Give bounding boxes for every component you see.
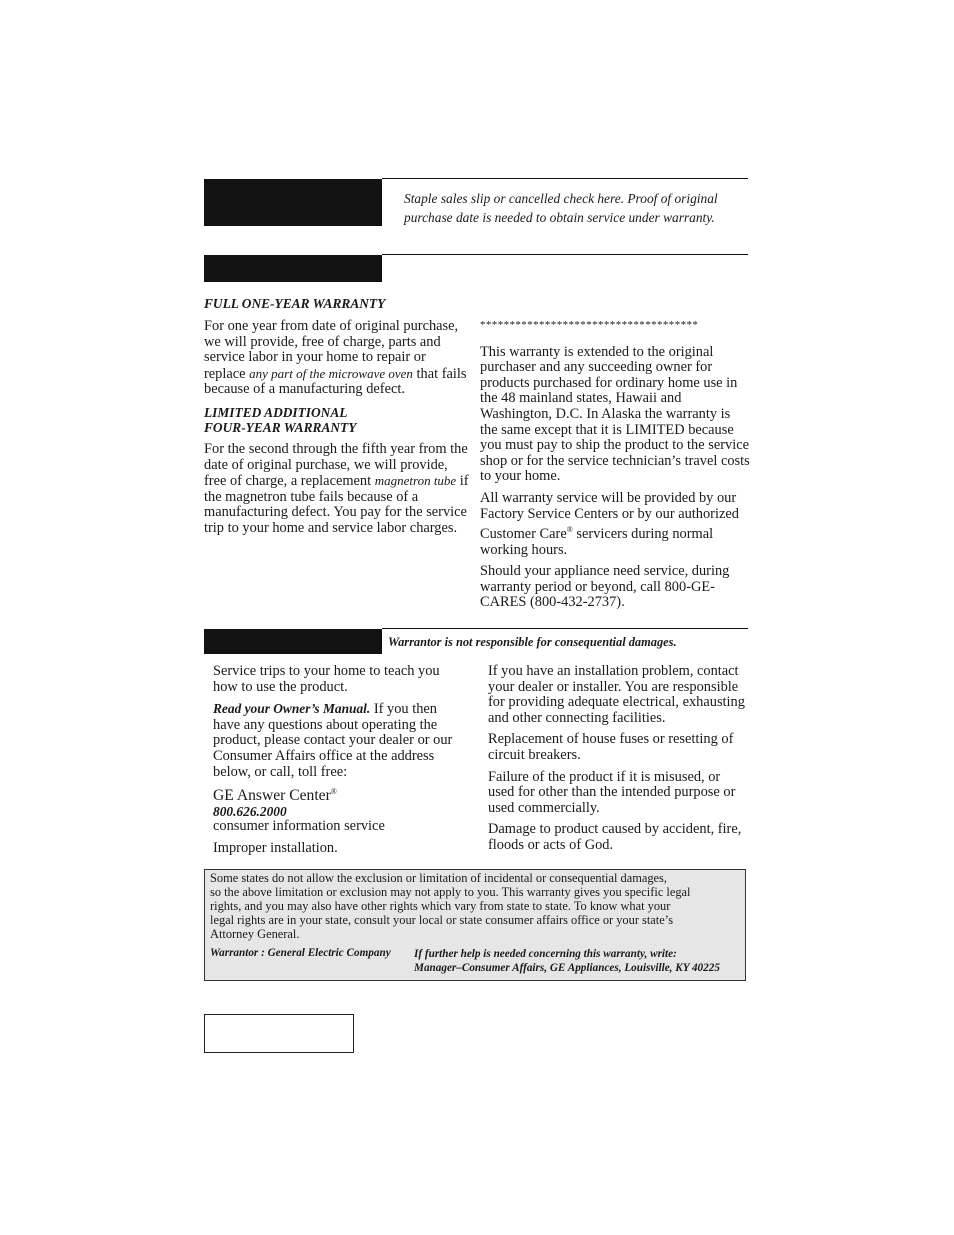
consequential-damages-note: Warrantor is not responsible for consequential damages.	[388, 635, 677, 649]
exclusions-left-column	[213, 664, 458, 863]
full-warranty-text	[204, 319, 469, 398]
stars-divider: *************************************	[480, 319, 699, 331]
limited-heading-line-2: FOUR-YEAR WARRANTY	[204, 419, 357, 435]
limited-warranty-text-b: if the magnetron tube fails because of a manufacturing defect. You pay for the service trip to your home and service labor charges.	[204, 473, 469, 536]
full-warranty-text-a: For one year from date of original purchase, we will provide, free of charge, parts and service labor in your home to repair or replace	[204, 318, 459, 382]
legal-notice-box	[204, 869, 746, 981]
warranty-service-text	[480, 491, 750, 558]
further-help-line-2: Manager–Consumer Affairs, GE Appliances, Louisville, KY 40225	[414, 962, 720, 974]
answer-center-title	[213, 783, 458, 804]
read-manual-text: If you then have any questions about operating the product, please contact your dealer or our Consumer Affairs office at the address below, or call, toll free:	[213, 701, 453, 780]
limited-warranty-text-a: For the second through the fifth year from the date of original purchase, we will provide, free of charge, a replacement	[204, 440, 468, 490]
exclusion-damage: Damage to product caused by accident, fire, floods or acts of God.	[488, 821, 742, 853]
exclusions-rule	[382, 628, 748, 629]
exclusion-misuse: Failure of the product if it is misused, or used for other than the intended purpose or used commercially.	[488, 768, 736, 816]
legal-line-5: Attorney General.	[210, 927, 300, 941]
further-help-line-1: If further help is needed concerning this warranty, write:	[414, 948, 677, 960]
staple-header-block	[204, 179, 382, 226]
service-text-b: servicers during normal working hours.	[480, 525, 714, 558]
answer-center-phone: 800.626.2000	[213, 804, 287, 820]
legal-notice-text	[210, 871, 740, 941]
answer-center-registered: ®	[330, 787, 337, 797]
warranty-right-column	[480, 318, 750, 617]
full-warranty-heading: FULL ONE-YEAR WARRANTY	[204, 296, 386, 311]
exclusion-read-manual	[213, 701, 458, 780]
limited-warranty-text	[204, 442, 469, 537]
registered-mark: ®	[566, 525, 573, 535]
warranty-header-block	[204, 255, 382, 282]
warranty-extended-text: This warranty is extended to the original purchaser and any succeeding owner for products purchased for ordinary home use in the 48 mainland states, Hawaii and Washington, D.C. In Alaska the warranty is the same except that it is LIMITED because you must pay to ship the product to the service shop or for the service technician’s travel costs to your home.	[480, 343, 750, 485]
warranty-call-text: Should your appliance need service, during warranty period or beyond, call 800-GE-CARES (800-432-2737).	[480, 563, 730, 611]
empty-label-box	[204, 1014, 354, 1053]
warranty-left-column	[204, 296, 469, 543]
top-rule	[382, 178, 748, 179]
full-warranty-text-italic: any part of the microwave oven	[249, 365, 413, 381]
staple-note-line-2: purchase date is needed to obtain service under warranty.	[404, 210, 715, 225]
answer-center-label: GE Answer Center	[213, 787, 331, 805]
full-warranty-text-b: that fails because of a manufacturing defect.	[204, 365, 467, 398]
legal-line-4: legal rights are in your state, consult your local or state consumer affairs office or your state’s	[210, 913, 674, 927]
service-text-a: All warranty service will be provided by our Factory Service Centers or by our authorized Customer Care	[480, 489, 739, 542]
limited-warranty-text-italic: magnetron tube	[374, 473, 457, 489]
warrantor-label: Warrantor : General Electric Company	[210, 947, 391, 959]
further-help-text	[414, 947, 720, 975]
answer-center-desc: consumer information service	[213, 818, 385, 835]
exclusions-right-column	[488, 664, 750, 860]
exclusion-fuses: Replacement of house fuses or resetting of circuit breakers.	[488, 731, 734, 763]
read-manual-bold: Read your Owner’s Manual.	[213, 701, 371, 717]
legal-line-2: so the above limitation or exclusion may not apply to you. This warranty gives you specific legal	[210, 885, 691, 899]
exclusion-service-trips: Service trips to your home to teach you how to use the product.	[213, 663, 440, 695]
legal-line-3: rights, and you may also have other rights which vary from state to state. To know what your	[210, 899, 671, 913]
staple-note-line-1: Staple sales slip or cancelled check here. Proof of original	[404, 191, 718, 206]
staple-note	[404, 189, 744, 227]
exclusion-improper-installation: Improper installation.	[213, 839, 338, 856]
warranty-rule	[382, 254, 748, 255]
legal-line-1: Some states do not allow the exclusion or limitation of incidental or consequential damages,	[210, 871, 667, 885]
limited-warranty-heading	[204, 405, 469, 435]
exclusion-installation-problem: If you have an installation problem, contact your dealer or installer. You are responsible for providing adequate electrical, exhausting and other connecting facilities.	[488, 663, 745, 726]
limited-heading-line-1: LIMITED ADDITIONAL	[204, 404, 348, 420]
exclusions-header-block	[204, 629, 382, 654]
